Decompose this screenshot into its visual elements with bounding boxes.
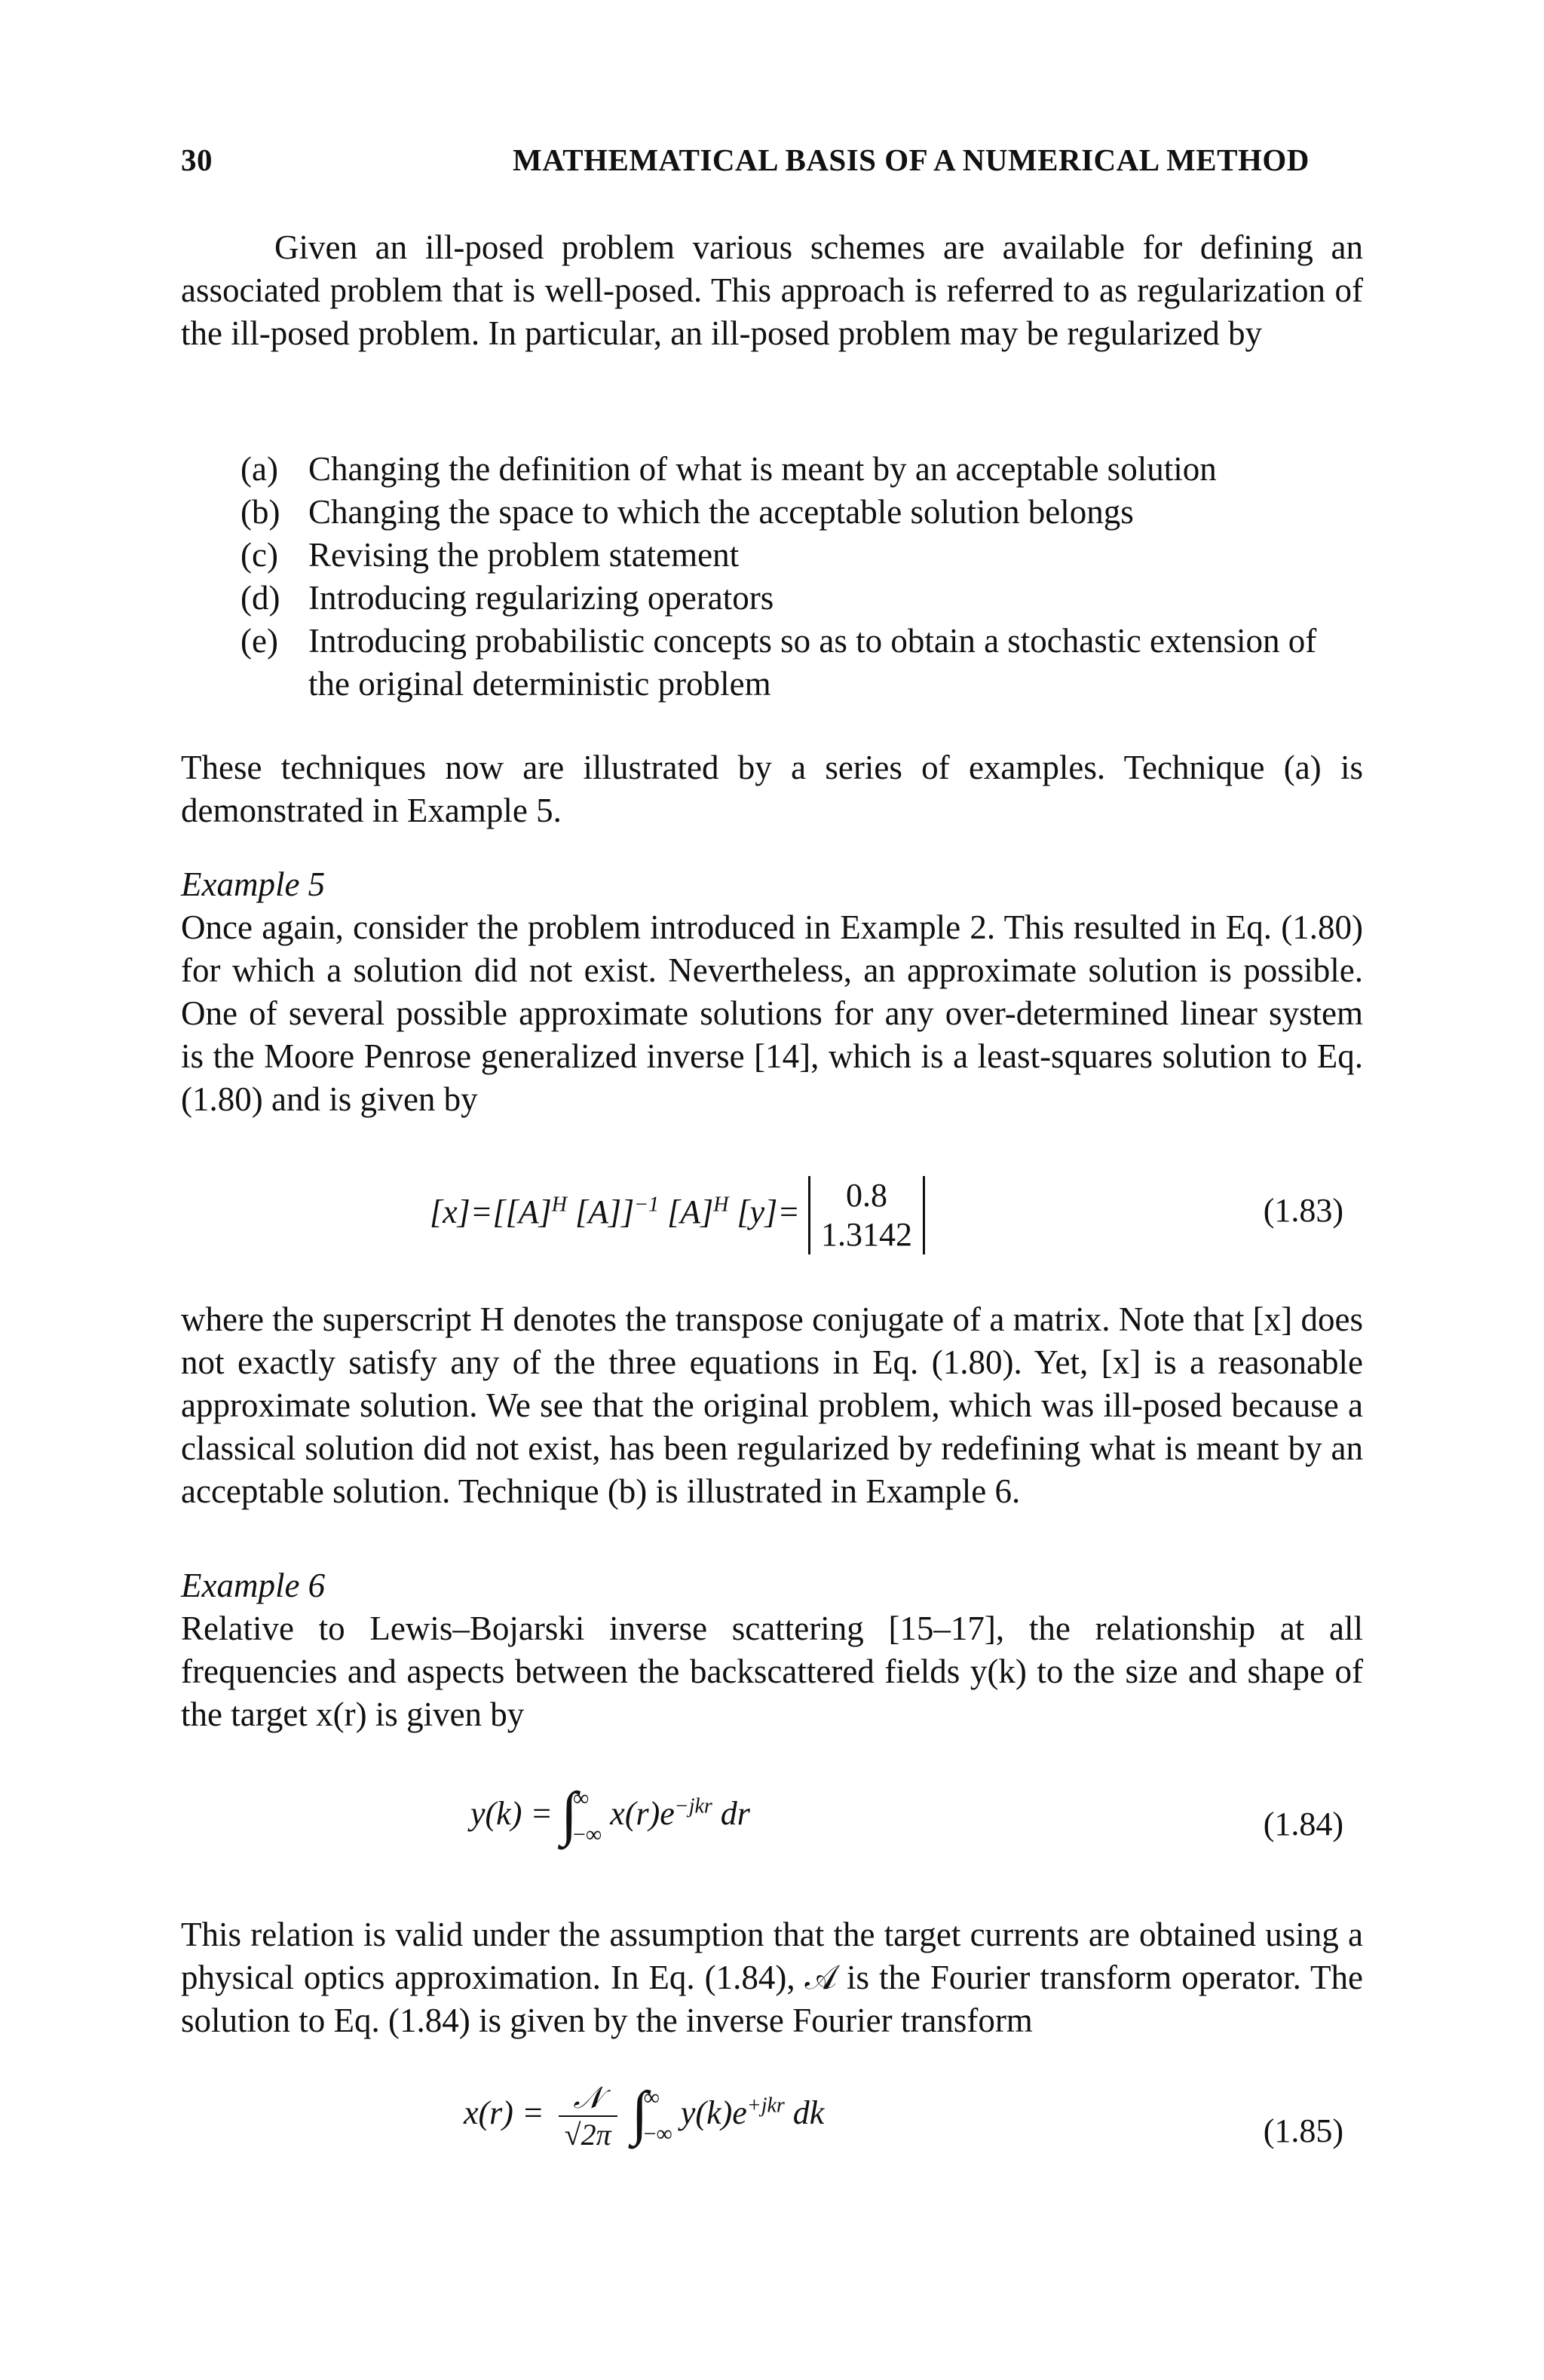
fraction-numerator: 𝒩 [559, 2080, 617, 2117]
eq184-exponent: −jkr [674, 1794, 712, 1818]
eq183-sup-h2: H [713, 1193, 729, 1217]
example5-heading: Example 5 [181, 865, 326, 903]
equation-1-85-body [464, 2080, 824, 2152]
example6-followup: This relation is valid under the assumption that the target currents are obtained using a physical optics approximation. In Eq. (1.84), 𝒜 is the Fourier transform operator. The solution to Eq. (1.84) is given by the inverse Fourier transform [181, 1916, 1363, 2039]
lower-limit: −∞ [643, 2121, 672, 2146]
running-title: MATHEMATICAL BASIS OF A NUMERICAL METHOD [513, 142, 1310, 177]
equation-1-83 [181, 1161, 1357, 1251]
list-item-text: Changing the definition of what is meant by an acceptable solution [308, 450, 1217, 488]
list-item-label: (d) [240, 579, 280, 617]
integral-sign: ∫ [631, 2079, 648, 2146]
techniques-paragraph: These techniques now are illustrated by a series of examples. Technique (a) is demonstrated in Example 5. [181, 749, 1363, 829]
list-item [222, 491, 1365, 534]
list-item [222, 577, 1365, 620]
list-item-label: (c) [240, 536, 278, 574]
matrix-cell: 1.3142 [820, 1216, 912, 1253]
equation-number: (1.83) [1263, 1192, 1343, 1229]
eq185-differential: dk [792, 2094, 825, 2132]
equation-number: (1.85) [1263, 2112, 1343, 2149]
example5-followup: where the superscript H denotes the transpose conjugate of a matrix. Note that [x] does not exactly satisfy any of the three equations in Eq. (1.80). Yet, [x] is a reasonable approximate solution. We see that the original problem, which was ill-posed because a classical solution did not exist, has been regularized by redefining what is meant by an acceptable solution. Technique (b) is illustrated in Example 6. [181, 1300, 1363, 1510]
equation-1-84 [181, 1772, 1357, 1870]
fraction-denominator: √2π [564, 2118, 611, 2152]
equation-1-84-body [470, 1781, 750, 1853]
eq184-lhs: y(k) = [470, 1795, 553, 1833]
eq185-exponent: +jkr [746, 2094, 785, 2118]
equation-number: (1.84) [1263, 1806, 1343, 1842]
list-item-text: Introducing probabilistic concepts so as to obtain a stochastic extension of the original deterministic problem [308, 622, 1317, 703]
eq184-integrand: x(r)e [610, 1795, 675, 1833]
list-item-text: Introducing regularizing operators [308, 579, 774, 617]
list-item-label: (a) [240, 450, 278, 488]
techniques-list [222, 448, 1365, 706]
example6-paragraph: Relative to Lewis–Bojarski inverse scattering [15–17], the relationship at all frequencies and aspects between the backscattered fields y(k) to the size and shape of the target x(r) is given by [181, 1610, 1363, 1733]
example5-paragraph: Once again, consider the problem introduced in Example 2. This resulted in Eq. (1.80) for which a solution did not exist. Nevertheless, an approximate solution is possible. One of several possible approximate solutions for any over-determined linear system is the Moore Penrose generalized inverse [14], which is a least-squares solution to Eq. (1.80) and is given by [181, 908, 1363, 1118]
integral-sign: ∫ [561, 1780, 577, 1847]
eq183-sup-h1: H [551, 1193, 567, 1217]
eq183-lhs: [x]=[[A] [430, 1193, 552, 1231]
list-item [222, 534, 1365, 577]
eq184-differential: dr [720, 1795, 750, 1833]
intro-paragraph: Given an ill-posed problem various schemes are available for defining an associated problem that is well-posed. This approach is referred to as regularization of the ill-posed problem. In particular, an ill-posed problem may be regularized by [181, 228, 1363, 352]
example6-heading: Example 6 [181, 1567, 326, 1604]
list-item-label: (e) [240, 622, 278, 660]
upper-limit: ∞ [572, 1786, 590, 1811]
list-item [222, 448, 1365, 491]
equation-1-85 [181, 2069, 1357, 2182]
list-item-text: Changing the space to which the acceptable solution belongs [308, 493, 1134, 531]
eq183-mid2: [A] [659, 1193, 714, 1231]
eq183-mid3: [y]= [728, 1193, 800, 1231]
list-item-text: Revising the problem statement [308, 536, 740, 574]
lower-limit: −∞ [572, 1822, 602, 1847]
eq185-integrand: y(k)e [680, 2094, 747, 2132]
eq183-sup-inv: −1 [634, 1193, 660, 1217]
equation-1-83-body [430, 1176, 925, 1254]
matrix-cell: 0.8 [845, 1177, 887, 1214]
eq185-fraction [559, 2080, 617, 2152]
eq183-mid1: [A]] [566, 1193, 635, 1231]
eq183-result-matrix [808, 1176, 925, 1254]
list-item [222, 620, 1365, 706]
upper-limit: ∞ [643, 2085, 660, 2110]
page-number: 30 [181, 142, 213, 177]
list-item-label: (b) [240, 493, 280, 531]
eq185-lhs: x(r) = [464, 2094, 544, 2132]
page-header [181, 142, 1342, 187]
